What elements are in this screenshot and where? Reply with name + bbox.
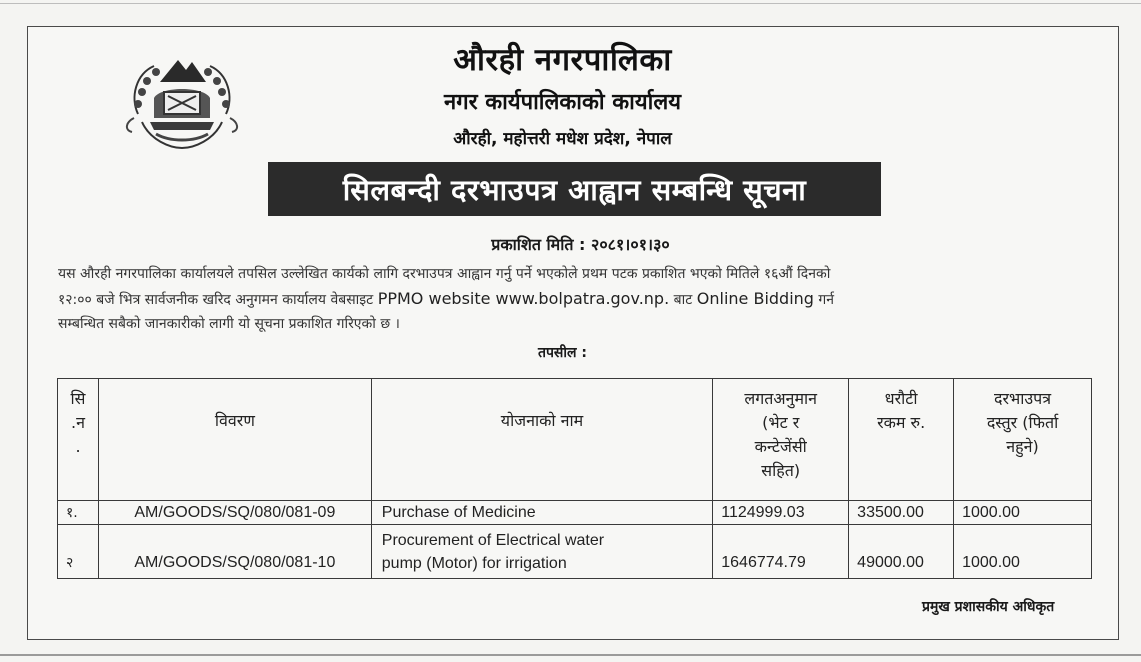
paragraph-line-2e: गर्न (818, 291, 835, 308)
cell-deposit: 33500.00 (849, 501, 954, 525)
header-cost-line: लगतअनुमान (744, 389, 818, 408)
header-deposit (849, 379, 954, 501)
office-name: नगर कार्यपालिकाको कार्यालय (444, 90, 681, 115)
header-fee-line: नहुने) (1006, 437, 1039, 456)
notice-paragraph (58, 262, 1092, 337)
header-bid-fee (954, 379, 1092, 501)
cell-description: AM/GOODS/SQ/080/081-10 (98, 525, 371, 579)
header-sn-line: . (75, 437, 81, 456)
paragraph-line-1: यस औरही नगरपालिका कार्यालयले तपसिल उल्लेखित कार्यको लागि दरभाउपत्र आह्वान गर्नु पर्ने भएकोले प्रथम पटक प्रकाशित भएको मितिले १६औं दिनको (58, 266, 831, 282)
cell-cost: 1646774.79 (713, 525, 849, 579)
header-deposit-line: धरौटी (884, 389, 918, 408)
header-description: विवरण (98, 379, 371, 501)
cell-sn: १. (58, 501, 99, 525)
top-scan-line (0, 3, 1141, 4)
cell-project-name (371, 501, 712, 525)
signatory-title: प्रमुख प्रशासकीय अधिकृत (922, 599, 1055, 615)
header-project-name: योजनाको नाम (371, 379, 712, 501)
paragraph-line-2 (58, 287, 1092, 313)
project-name-line: Purchase of Medicine (381, 504, 536, 521)
cell-sn: २ (58, 525, 99, 579)
header-cost-line: सहित) (761, 461, 801, 480)
table-row (58, 501, 1092, 525)
header-cost-line: (भेट र (762, 413, 800, 432)
header-sn-line: सि (70, 389, 86, 408)
header-sn-line: .न (71, 413, 85, 432)
tapsil-label: तपसील : (538, 345, 587, 361)
project-name-line: pump (Motor) for irrigation (381, 554, 567, 572)
published-date: प्रकाशित मिति : २०८१।०१।३० (491, 235, 670, 254)
header-fee-line: दरभाउपत्र (993, 389, 1052, 408)
cell-fee: 1000.00 (954, 501, 1092, 525)
online-bidding-text: Online Bidding (696, 288, 814, 308)
paragraph-line-2a: १२:०० बजे भित्र सार्वजनीक खरिद अनुगमन कार्यालय वेबसाइट (58, 291, 374, 308)
header-cost-estimate (713, 379, 849, 501)
header-fee-line: दस्तुर (फिर्ता (986, 413, 1059, 432)
bottom-scan-line (0, 654, 1141, 656)
cell-deposit: 49000.00 (849, 525, 954, 579)
header-sn (58, 379, 99, 501)
paragraph-line-2c: बाट (673, 291, 693, 308)
cell-project-name (371, 525, 712, 579)
cell-fee: 1000.00 (954, 525, 1092, 579)
paragraph-line-3: सम्बन्धित सबैको जानकारीको लागी यो सूचना प्रकाशित गरिएको छ । (58, 316, 400, 332)
municipality-name: औरही नगरपालिका (453, 42, 672, 78)
table-header-row (58, 379, 1092, 501)
ppmo-website-text: PPMO website www.bolpatra.gov.np. (377, 288, 670, 308)
project-name-line: Procurement of Electrical water (381, 531, 605, 549)
notice-title: सिलबन्दी दरभाउपत्र आह्वान सम्बन्धि सूचना (342, 172, 807, 207)
header-cost-line: कन्टेजेंसी (754, 437, 807, 456)
cell-description: AM/GOODS/SQ/080/081-09 (98, 501, 371, 525)
tender-table (57, 378, 1092, 579)
table-row (58, 525, 1092, 579)
header-deposit-line: रकम रु. (877, 413, 926, 432)
office-address: औरही, महोत्तरी मधेश प्रदेश, नेपाल (453, 129, 672, 149)
notice-title-banner (268, 162, 881, 216)
cell-cost: 1124999.03 (713, 501, 849, 525)
